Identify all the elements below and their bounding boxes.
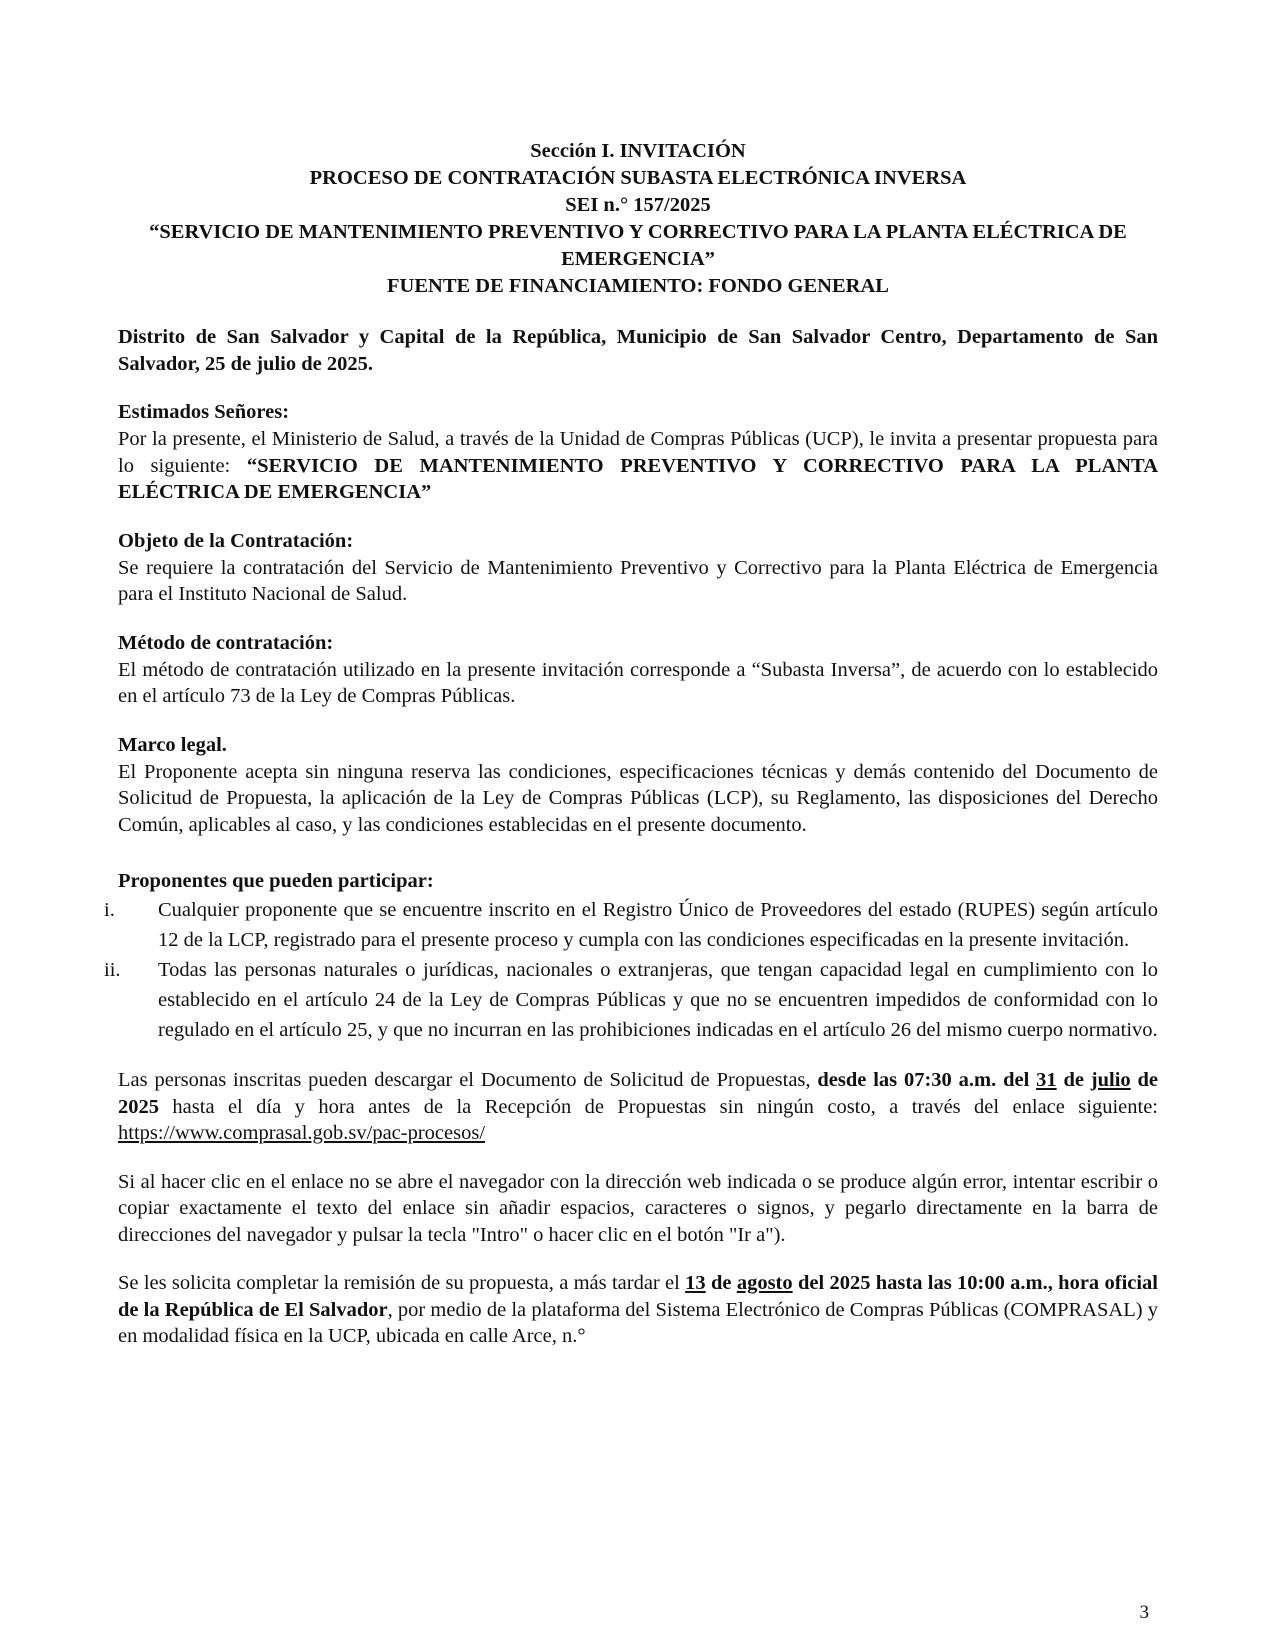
page-number: 3 <box>1139 1602 1149 1623</box>
descarga-time: desde las 07:30 a.m. del <box>817 1069 1037 1091</box>
process-number: SEI n.° 157/2025 <box>565 194 711 216</box>
section-title: Sección I. INVITACIÓN <box>530 140 746 162</box>
service-title-line2: EMERGENCIA” <box>561 248 715 270</box>
place-date: Distrito de San Salvador y Capital de la República, Municipio de San Salvador Centro, Departamento de San Salvador, 25 de julio de 2025. <box>118 326 1158 375</box>
remision-de: de <box>705 1272 737 1294</box>
marco-title: Marco legal. <box>118 733 227 756</box>
process-title: PROCESO DE CONTRATACIÓN SUBASTA ELECTRÓNICA INVERSA <box>309 167 967 189</box>
objeto-section <box>118 528 1158 608</box>
list-item-number: i. <box>104 899 115 921</box>
metodo-text: El método de contratación utilizado en la presente invitación corresponde a “Subasta Inversa”, de acuerdo con lo establecido en el artículo 73 de la Ley de Compras Públicas. <box>118 658 1158 707</box>
ayuda-paragraph: Si al hacer clic en el enlace no se abre el navegador con la dirección web indicada o se produce algún error, intentar escribir o copiar exactamente el texto del enlace sin añadir espacios, caracteres o signos, y pegarlo directamente en la barra de direcciones del navegador y pulsar la tecla "Intro" o hacer clic en el botón "Ir a"). <box>118 1170 1158 1246</box>
remision-text: Se les solicita completar la remisión de su propuesta, a más tardar el <box>118 1272 686 1294</box>
document-header <box>118 138 1158 300</box>
descarga-text-2: hasta el día y hora antes de la Recepción de Propuestas sin ningún costo, a través del enlace siguiente: <box>159 1095 1158 1118</box>
remision-text-2: , por medio de la plataforma del Sistema Electrónico de Compras Públicas (COMPRASAL) y en modalidad física en la UCP, ubicada en calle Arce, n.° <box>118 1298 1158 1347</box>
remision-paragraph <box>118 1270 1158 1350</box>
descarga-de: de <box>1056 1069 1091 1091</box>
greeting-service-name: “SERVICIO DE MANTENIMIENTO PREVENTIVO Y CORRECTIVO PARA LA PLANTA ELÉCTRICA DE EMERGENCIA” <box>118 454 1159 503</box>
list-item-number: ii. <box>104 959 121 981</box>
metodo-title: Método de contratación: <box>118 631 334 654</box>
list-item <box>104 955 1158 1045</box>
descarga-text: Las personas inscritas pueden descargar el Documento de Solicitud de Propuestas, <box>118 1069 818 1091</box>
comprasal-link[interactable]: https://www.comprasal.gob.sv/pac-procesos/ <box>118 1122 486 1144</box>
metodo-section <box>118 630 1158 710</box>
service-title-line1: “SERVICIO DE MANTENIMIENTO PREVENTIVO Y CORRECTIVO PARA LA PLANTA ELÉCTRICA DE <box>149 221 1127 243</box>
objeto-title: Objeto de la Contratación: <box>118 529 354 552</box>
descarga-paragraph <box>118 1067 1158 1147</box>
list-item-text: Todas las personas naturales o jurídicas, nacionales o extranjeras, que tengan capacidad legal en cumplimiento con lo establecido en el artículo 24 de la Ley de Compras Públicas y que no se encuentren impedidos de conformidad con lo regulado en el artículo 25, y que no incurran en las prohibiciones indicadas en el artículo 26 del mismo cuerpo normativo. <box>158 959 1158 1041</box>
descarga-day: 31 <box>1036 1069 1057 1091</box>
descarga-year: de 2025 <box>118 1069 1159 1118</box>
proponentes-section <box>104 868 1158 1045</box>
funding-source: FUENTE DE FINANCIAMIENTO: FONDO GENERAL <box>387 275 889 297</box>
proponentes-list <box>104 895 1158 1045</box>
list-item <box>104 895 1158 955</box>
greeting-text: Por la presente, el Ministerio de Salud, a través de la Unidad de Compras Públicas (UCP), le invita a presentar propuesta para lo siguiente: <box>118 428 1158 477</box>
marco-section <box>118 732 1158 839</box>
objeto-text: Se requiere la contratación del Servicio de Mantenimiento Preventivo y Correctivo para la Planta Eléctrica de Emergencia para el Instituto Nacional de Salud. <box>118 556 1158 605</box>
list-item-text: Cualquier proponente que se encuentre inscrito en el Registro Único de Proveedores del estado (RUPES) según artículo 12 de la LCP, registrado para el presente proceso y cumpla con las condiciones especificadas en la presente invitación. <box>158 899 1158 951</box>
greeting-section <box>118 399 1158 506</box>
proponentes-title: Proponentes que pueden participar: <box>118 870 434 892</box>
greeting-paragraph <box>118 426 1158 506</box>
remision-day: 13 <box>685 1272 706 1294</box>
document-page <box>104 138 1159 1350</box>
remision-deadline: del 2025 hasta las 10:00 a.m., hora oficial de la República de El Salvador <box>118 1272 1159 1321</box>
remision-month: agosto <box>736 1272 793 1294</box>
marco-text: El Proponente acepta sin ninguna reserva las condiciones, especificaciones técnicas y demás contenido del Documento de Solicitud de Propuesta, la aplicación de la Ley de Compras Públicas (LCP), su Reglamento, las disposiciones del Derecho Común, aplicables al caso, y las condiciones establecidas en el presente documento. <box>118 760 1158 836</box>
descarga-month: julio <box>1090 1069 1131 1091</box>
greeting-title: Estimados Señores: <box>118 401 290 423</box>
